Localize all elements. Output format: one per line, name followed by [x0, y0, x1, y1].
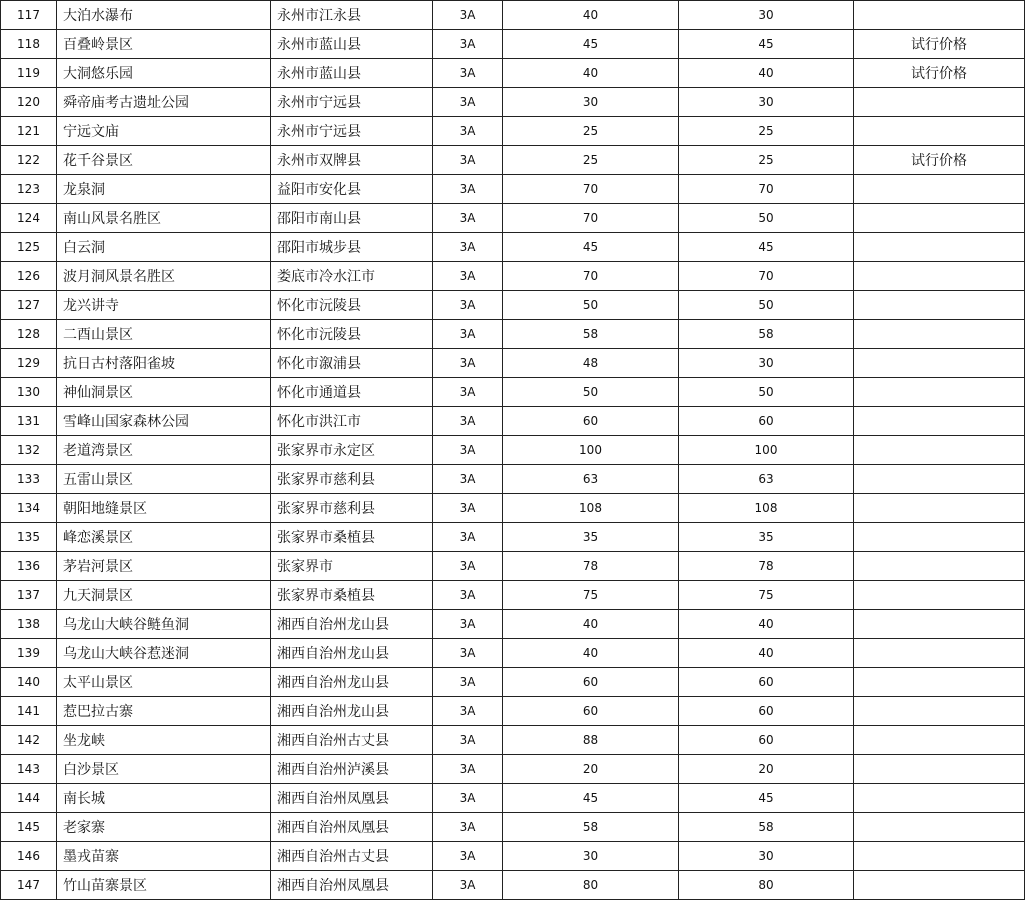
row-number-cell: 126 — [1, 262, 57, 291]
price-cell: 70 — [503, 262, 679, 291]
scenic-name-cell: 峰恋溪景区 — [57, 523, 271, 552]
note-cell — [854, 668, 1025, 697]
price-cell: 45 — [503, 784, 679, 813]
location-cell: 湘西自治州龙山县 — [271, 639, 433, 668]
location-cell: 张家界市桑植县 — [271, 523, 433, 552]
location-cell: 永州市宁远县 — [271, 117, 433, 146]
table-row — [1, 407, 1025, 436]
note-cell — [854, 726, 1025, 755]
location-cell: 湘西自治州凤凰县 — [271, 784, 433, 813]
price-cell: 88 — [503, 726, 679, 755]
note-cell — [854, 871, 1025, 900]
row-number-cell: 121 — [1, 117, 57, 146]
location-cell: 湘西自治州凤凰县 — [271, 871, 433, 900]
scenic-name-cell: 龙兴讲寺 — [57, 291, 271, 320]
level-cell: 3A — [433, 668, 503, 697]
scenic-name-cell: 老家寨 — [57, 813, 271, 842]
location-cell: 湘西自治州龙山县 — [271, 668, 433, 697]
row-number-cell: 138 — [1, 610, 57, 639]
location-cell: 永州市蓝山县 — [271, 30, 433, 59]
scenic-name-cell: 九天洞景区 — [57, 581, 271, 610]
price-cell-2: 108 — [679, 494, 854, 523]
note-cell: 试行价格 — [854, 59, 1025, 88]
price-cell-2: 45 — [679, 784, 854, 813]
level-cell: 3A — [433, 59, 503, 88]
note-cell — [854, 639, 1025, 668]
table-row — [1, 30, 1025, 59]
table-row — [1, 233, 1025, 262]
level-cell: 3A — [433, 175, 503, 204]
level-cell: 3A — [433, 88, 503, 117]
price-cell-2: 70 — [679, 262, 854, 291]
note-cell — [854, 697, 1025, 726]
price-cell: 35 — [503, 523, 679, 552]
table-row — [1, 88, 1025, 117]
row-number-cell: 142 — [1, 726, 57, 755]
price-cell: 100 — [503, 436, 679, 465]
location-cell: 娄底市冷水江市 — [271, 262, 433, 291]
note-cell — [854, 842, 1025, 871]
level-cell: 3A — [433, 639, 503, 668]
price-cell-2: 75 — [679, 581, 854, 610]
scenic-name-cell: 白云洞 — [57, 233, 271, 262]
note-cell — [854, 204, 1025, 233]
level-cell: 3A — [433, 581, 503, 610]
row-number-cell: 141 — [1, 697, 57, 726]
table-row — [1, 842, 1025, 871]
row-number-cell: 133 — [1, 465, 57, 494]
table-row — [1, 697, 1025, 726]
location-cell: 邵阳市南山县 — [271, 204, 433, 233]
table-row — [1, 436, 1025, 465]
level-cell: 3A — [433, 552, 503, 581]
location-cell: 湘西自治州古丈县 — [271, 726, 433, 755]
table-row — [1, 204, 1025, 233]
price-cell-2: 50 — [679, 291, 854, 320]
row-number-cell: 123 — [1, 175, 57, 204]
price-cell-2: 78 — [679, 552, 854, 581]
level-cell: 3A — [433, 755, 503, 784]
row-number-cell: 132 — [1, 436, 57, 465]
table-row — [1, 320, 1025, 349]
price-cell: 60 — [503, 668, 679, 697]
note-cell — [854, 755, 1025, 784]
row-number-cell: 127 — [1, 291, 57, 320]
location-cell: 怀化市通道县 — [271, 378, 433, 407]
scenic-name-cell: 老道湾景区 — [57, 436, 271, 465]
price-cell-2: 50 — [679, 204, 854, 233]
note-cell — [854, 262, 1025, 291]
row-number-cell: 135 — [1, 523, 57, 552]
table-row — [1, 523, 1025, 552]
scenic-name-cell: 百叠岭景区 — [57, 30, 271, 59]
level-cell: 3A — [433, 726, 503, 755]
table-row — [1, 262, 1025, 291]
price-cell-2: 63 — [679, 465, 854, 494]
location-cell: 张家界市永定区 — [271, 436, 433, 465]
scenic-name-cell: 墨戎苗寨 — [57, 842, 271, 871]
scenic-name-cell: 南山风景名胜区 — [57, 204, 271, 233]
scenic-name-cell: 乌龙山大峡谷惹迷洞 — [57, 639, 271, 668]
table-row — [1, 494, 1025, 523]
price-cell-2: 60 — [679, 726, 854, 755]
price-cell-2: 30 — [679, 88, 854, 117]
note-cell: 试行价格 — [854, 146, 1025, 175]
level-cell: 3A — [433, 523, 503, 552]
location-cell: 湘西自治州龙山县 — [271, 610, 433, 639]
note-cell — [854, 581, 1025, 610]
level-cell: 3A — [433, 117, 503, 146]
level-cell: 3A — [433, 204, 503, 233]
price-cell-2: 80 — [679, 871, 854, 900]
table-row — [1, 349, 1025, 378]
row-number-cell: 140 — [1, 668, 57, 697]
row-number-cell: 122 — [1, 146, 57, 175]
row-number-cell: 139 — [1, 639, 57, 668]
table-row — [1, 1, 1025, 30]
price-cell-2: 45 — [679, 233, 854, 262]
table-row — [1, 146, 1025, 175]
note-cell: 试行价格 — [854, 30, 1025, 59]
location-cell: 张家界市慈利县 — [271, 494, 433, 523]
location-cell: 怀化市溆浦县 — [271, 349, 433, 378]
price-cell: 20 — [503, 755, 679, 784]
price-cell-2: 25 — [679, 146, 854, 175]
scenic-name-cell: 南长城 — [57, 784, 271, 813]
note-cell — [854, 378, 1025, 407]
note-cell — [854, 465, 1025, 494]
scenic-name-cell: 茅岩河景区 — [57, 552, 271, 581]
scenic-name-cell: 二酉山景区 — [57, 320, 271, 349]
level-cell: 3A — [433, 233, 503, 262]
price-cell: 40 — [503, 59, 679, 88]
level-cell: 3A — [433, 1, 503, 30]
price-cell: 45 — [503, 233, 679, 262]
row-number-cell: 146 — [1, 842, 57, 871]
scenic-name-cell: 舜帝庙考古遗址公园 — [57, 88, 271, 117]
location-cell: 张家界市桑植县 — [271, 581, 433, 610]
price-cell-2: 30 — [679, 1, 854, 30]
row-number-cell: 130 — [1, 378, 57, 407]
price-cell: 80 — [503, 871, 679, 900]
scenic-name-cell: 雪峰山国家森林公园 — [57, 407, 271, 436]
price-cell: 30 — [503, 842, 679, 871]
table-row — [1, 610, 1025, 639]
location-cell: 永州市双牌县 — [271, 146, 433, 175]
table-row — [1, 465, 1025, 494]
price-cell-2: 30 — [679, 842, 854, 871]
table-row — [1, 784, 1025, 813]
location-cell: 怀化市洪江市 — [271, 407, 433, 436]
price-cell: 40 — [503, 610, 679, 639]
scenic-name-cell: 坐龙峡 — [57, 726, 271, 755]
row-number-cell: 145 — [1, 813, 57, 842]
price-cell-2: 40 — [679, 639, 854, 668]
note-cell — [854, 523, 1025, 552]
row-number-cell: 118 — [1, 30, 57, 59]
level-cell: 3A — [433, 610, 503, 639]
note-cell — [854, 407, 1025, 436]
price-cell: 78 — [503, 552, 679, 581]
scenic-name-cell: 大泊水瀑布 — [57, 1, 271, 30]
note-cell — [854, 552, 1025, 581]
note-cell — [854, 784, 1025, 813]
table-body — [1, 1, 1025, 900]
price-cell: 40 — [503, 1, 679, 30]
price-cell-2: 50 — [679, 378, 854, 407]
table-row — [1, 117, 1025, 146]
scenic-name-cell: 五雷山景区 — [57, 465, 271, 494]
scenic-name-cell: 波月洞风景名胜区 — [57, 262, 271, 291]
note-cell — [854, 436, 1025, 465]
price-cell-2: 60 — [679, 668, 854, 697]
location-cell: 湘西自治州龙山县 — [271, 697, 433, 726]
table-row — [1, 552, 1025, 581]
location-cell: 张家界市 — [271, 552, 433, 581]
scenic-name-cell: 神仙洞景区 — [57, 378, 271, 407]
price-cell-2: 45 — [679, 30, 854, 59]
table-row — [1, 639, 1025, 668]
scenic-name-cell: 龙泉洞 — [57, 175, 271, 204]
price-cell: 70 — [503, 175, 679, 204]
price-cell: 63 — [503, 465, 679, 494]
note-cell — [854, 233, 1025, 262]
row-number-cell: 137 — [1, 581, 57, 610]
location-cell: 永州市蓝山县 — [271, 59, 433, 88]
level-cell: 3A — [433, 871, 503, 900]
scenic-name-cell: 花千谷景区 — [57, 146, 271, 175]
row-number-cell: 128 — [1, 320, 57, 349]
price-cell-2: 20 — [679, 755, 854, 784]
level-cell: 3A — [433, 436, 503, 465]
table-row — [1, 813, 1025, 842]
table-row — [1, 668, 1025, 697]
price-cell-2: 60 — [679, 407, 854, 436]
level-cell: 3A — [433, 813, 503, 842]
level-cell: 3A — [433, 349, 503, 378]
table-row — [1, 755, 1025, 784]
scenic-name-cell: 乌龙山大峡谷鲢鱼洞 — [57, 610, 271, 639]
level-cell: 3A — [433, 320, 503, 349]
row-number-cell: 120 — [1, 88, 57, 117]
scenic-name-cell: 惹巴拉古寨 — [57, 697, 271, 726]
row-number-cell: 117 — [1, 1, 57, 30]
row-number-cell: 147 — [1, 871, 57, 900]
price-cell-2: 25 — [679, 117, 854, 146]
price-cell-2: 100 — [679, 436, 854, 465]
price-cell-2: 35 — [679, 523, 854, 552]
note-cell — [854, 494, 1025, 523]
location-cell: 怀化市沅陵县 — [271, 291, 433, 320]
table-row — [1, 291, 1025, 320]
scenic-name-cell: 白沙景区 — [57, 755, 271, 784]
scenic-name-cell: 宁远文庙 — [57, 117, 271, 146]
row-number-cell: 136 — [1, 552, 57, 581]
location-cell: 永州市宁远县 — [271, 88, 433, 117]
price-cell: 108 — [503, 494, 679, 523]
price-cell: 50 — [503, 291, 679, 320]
scenic-name-cell: 太平山景区 — [57, 668, 271, 697]
note-cell — [854, 117, 1025, 146]
level-cell: 3A — [433, 291, 503, 320]
table-row — [1, 59, 1025, 88]
note-cell — [854, 349, 1025, 378]
note-cell — [854, 320, 1025, 349]
price-cell-2: 60 — [679, 697, 854, 726]
note-cell — [854, 291, 1025, 320]
level-cell: 3A — [433, 784, 503, 813]
price-cell: 45 — [503, 30, 679, 59]
table-row — [1, 871, 1025, 900]
note-cell — [854, 813, 1025, 842]
price-cell: 58 — [503, 813, 679, 842]
price-cell: 60 — [503, 697, 679, 726]
price-cell: 25 — [503, 146, 679, 175]
price-cell-2: 40 — [679, 59, 854, 88]
location-cell: 湘西自治州古丈县 — [271, 842, 433, 871]
location-cell: 湘西自治州凤凰县 — [271, 813, 433, 842]
scenic-name-cell: 抗日古村落阳雀坡 — [57, 349, 271, 378]
note-cell — [854, 88, 1025, 117]
table-row — [1, 581, 1025, 610]
price-cell: 75 — [503, 581, 679, 610]
price-cell: 30 — [503, 88, 679, 117]
level-cell: 3A — [433, 697, 503, 726]
row-number-cell: 125 — [1, 233, 57, 262]
note-cell — [854, 175, 1025, 204]
row-number-cell: 124 — [1, 204, 57, 233]
price-cell: 25 — [503, 117, 679, 146]
level-cell: 3A — [433, 30, 503, 59]
scenic-name-cell: 大洞悠乐园 — [57, 59, 271, 88]
scenic-name-cell: 竹山苗寨景区 — [57, 871, 271, 900]
price-cell-2: 70 — [679, 175, 854, 204]
level-cell: 3A — [433, 262, 503, 291]
location-cell: 怀化市沅陵县 — [271, 320, 433, 349]
price-cell-2: 58 — [679, 813, 854, 842]
row-number-cell: 134 — [1, 494, 57, 523]
location-cell: 张家界市慈利县 — [271, 465, 433, 494]
table-row — [1, 726, 1025, 755]
note-cell — [854, 610, 1025, 639]
level-cell: 3A — [433, 146, 503, 175]
price-cell: 50 — [503, 378, 679, 407]
price-cell: 58 — [503, 320, 679, 349]
table-row — [1, 175, 1025, 204]
table-row — [1, 378, 1025, 407]
price-cell: 60 — [503, 407, 679, 436]
price-cell-2: 58 — [679, 320, 854, 349]
level-cell: 3A — [433, 842, 503, 871]
location-cell: 永州市江永县 — [271, 1, 433, 30]
location-cell: 益阳市安化县 — [271, 175, 433, 204]
row-number-cell: 144 — [1, 784, 57, 813]
level-cell: 3A — [433, 378, 503, 407]
price-cell: 70 — [503, 204, 679, 233]
row-number-cell: 143 — [1, 755, 57, 784]
row-number-cell: 131 — [1, 407, 57, 436]
scenic-name-cell: 朝阳地缝景区 — [57, 494, 271, 523]
price-cell: 48 — [503, 349, 679, 378]
price-cell: 40 — [503, 639, 679, 668]
level-cell: 3A — [433, 407, 503, 436]
location-cell: 邵阳市城步县 — [271, 233, 433, 262]
price-cell-2: 40 — [679, 610, 854, 639]
price-cell-2: 30 — [679, 349, 854, 378]
location-cell: 湘西自治州泸溪县 — [271, 755, 433, 784]
level-cell: 3A — [433, 494, 503, 523]
row-number-cell: 129 — [1, 349, 57, 378]
level-cell: 3A — [433, 465, 503, 494]
row-number-cell: 119 — [1, 59, 57, 88]
note-cell — [854, 1, 1025, 30]
